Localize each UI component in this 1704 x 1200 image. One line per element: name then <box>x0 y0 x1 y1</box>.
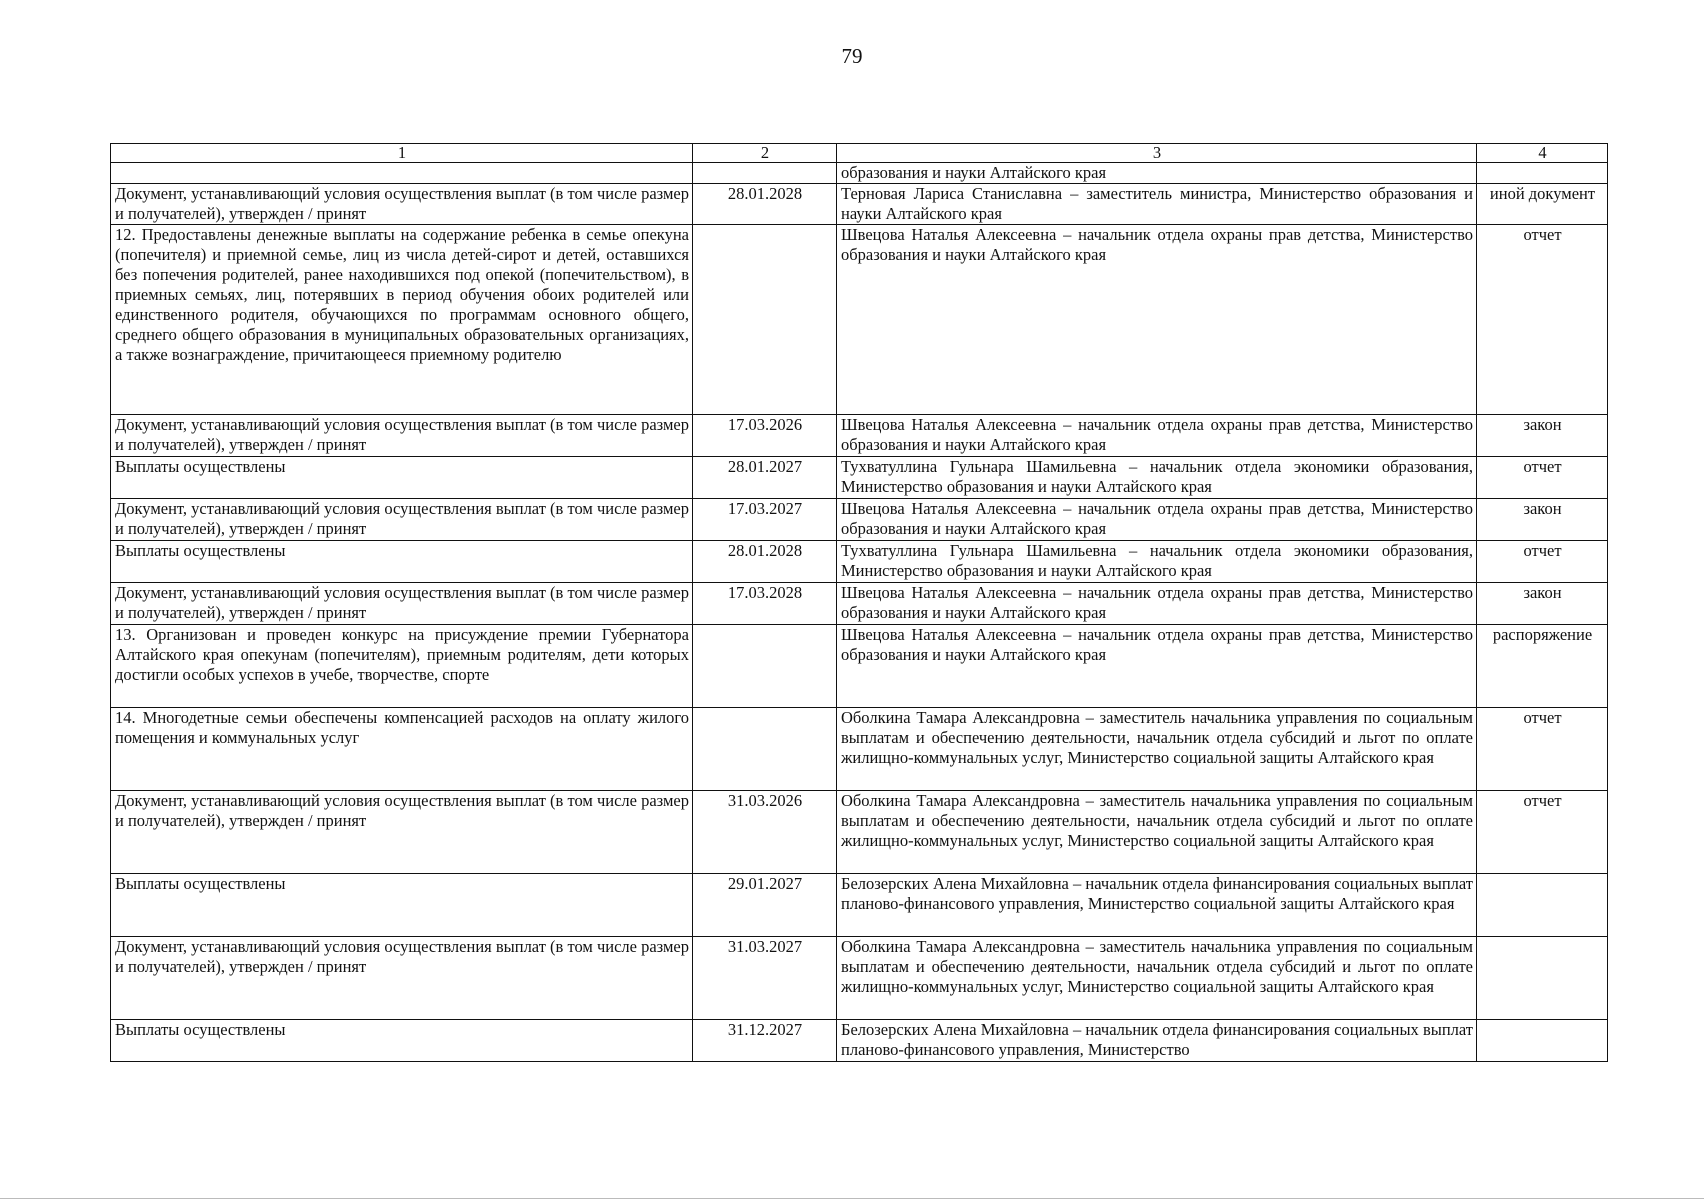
activity-cell: 12. Предоставлены денежные выплаты на содержание ребенка в семье опекуна (попечителя) и приемной семье, лиц из числа детей-сирот и детей, оставшихся без попечения родителей, ранее находившихся под опекой (попечительством), в приемных семьях, лиц, потерявших в период обучения обоих родителей или единственного родителя, обучающихся по программам основного общего, среднего общего образования в муниципальных образовательных организациях, а также вознаграждение, причитающееся приемному родителю <box>111 225 693 415</box>
table-row <box>111 457 1608 499</box>
date-cell: 17.03.2027 <box>693 499 837 541</box>
responsible-cell: Швецова Наталья Алексеевна – начальник отдела охраны прав детства, Министерство образования и науки Алтайского края <box>837 225 1477 415</box>
column-header-4: 4 <box>1477 144 1608 163</box>
page-bottom-edge <box>0 1198 1704 1199</box>
table-row <box>111 163 1608 184</box>
table-header-row <box>111 144 1608 163</box>
responsible-cell: Терновая Лариса Станиславна – заместитель министра, Министерство образования и науки Алтайского края <box>837 184 1477 225</box>
table-row <box>111 541 1608 583</box>
responsible-cell: Белозерских Алена Михайловна – начальник отдела финансирования социальных выплат планово-финансового управления, Министерство социальной защиты Алтайского края <box>837 874 1477 937</box>
activity-cell: Документ, устанавливающий условия осуществления выплат (в том числе размер и получателей), утвержден / принят <box>111 937 693 1020</box>
document-type-cell <box>1477 937 1608 1020</box>
table-row <box>111 937 1608 1020</box>
table-row <box>111 225 1608 415</box>
responsible-cell: Оболкина Тамара Александровна – заместитель начальника управления по социальным выплатам и обеспечению деятельности, начальник отдела субсидий и льгот по оплате жилищно-коммунальных услуг, Министерство социальной защиты Алтайского края <box>837 791 1477 874</box>
date-cell: 17.03.2026 <box>693 415 837 457</box>
date-cell: 28.01.2028 <box>693 184 837 225</box>
date-cell <box>693 225 837 415</box>
activity-cell: Документ, устанавливающий условия осуществления выплат (в том числе размер и получателей), утвержден / принят <box>111 791 693 874</box>
document-type-cell: закон <box>1477 499 1608 541</box>
date-cell <box>693 163 837 184</box>
activity-cell: Документ, устанавливающий условия осуществления выплат (в том числе размер и получателей), утвержден / принят <box>111 499 693 541</box>
date-cell: 28.01.2027 <box>693 457 837 499</box>
table-row <box>111 415 1608 457</box>
activity-cell: 14. Многодетные семьи обеспечены компенсацией расходов на оплату жилого помещения и коммунальных услуг <box>111 708 693 791</box>
document-type-cell: отчет <box>1477 225 1608 415</box>
plan-table <box>110 143 1608 1062</box>
activity-cell: Выплаты осуществлены <box>111 874 693 937</box>
date-cell: 29.01.2027 <box>693 874 837 937</box>
activity-cell: Документ, устанавливающий условия осуществления выплат (в том числе размер и получателей), утвержден / принят <box>111 583 693 625</box>
document-type-cell: закон <box>1477 415 1608 457</box>
table-row <box>111 625 1608 708</box>
activity-cell: Документ, устанавливающий условия осуществления выплат (в том числе размер и получателей), утвержден / принят <box>111 415 693 457</box>
responsible-cell: Оболкина Тамара Александровна – заместитель начальника управления по социальным выплатам и обеспечению деятельности, начальник отдела субсидий и льгот по оплате жилищно-коммунальных услуг, Министерство социальной защиты Алтайского края <box>837 708 1477 791</box>
table-row <box>111 583 1608 625</box>
table-row <box>111 708 1608 791</box>
table-row <box>111 1020 1608 1062</box>
document-type-cell: иной документ <box>1477 184 1608 225</box>
column-header-1: 1 <box>111 144 693 163</box>
date-cell: 17.03.2028 <box>693 583 837 625</box>
date-cell <box>693 708 837 791</box>
document-type-cell: распоряжение <box>1477 625 1608 708</box>
activity-cell: Выплаты осуществлены <box>111 1020 693 1062</box>
document-type-cell <box>1477 874 1608 937</box>
activity-cell: Выплаты осуществлены <box>111 457 693 499</box>
date-cell: 28.01.2028 <box>693 541 837 583</box>
responsible-cell: Белозерских Алена Михайловна – начальник отдела финансирования социальных выплат планово-финансового управления, Министерство <box>837 1020 1477 1062</box>
activity-cell <box>111 163 693 184</box>
responsible-cell: Швецова Наталья Алексеевна – начальник отдела охраны прав детства, Министерство образования и науки Алтайского края <box>837 499 1477 541</box>
document-type-cell <box>1477 163 1608 184</box>
date-cell: 31.03.2026 <box>693 791 837 874</box>
date-cell <box>693 625 837 708</box>
responsible-cell: Швецова Наталья Алексеевна – начальник отдела охраны прав детства, Министерство образования и науки Алтайского края <box>837 415 1477 457</box>
document-type-cell: отчет <box>1477 791 1608 874</box>
page-number: 79 <box>841 44 863 68</box>
date-cell: 31.12.2027 <box>693 1020 837 1062</box>
responsible-cell: Тухватуллина Гульнара Шамильевна – начальник отдела экономики образования, Министерство образования и науки Алтайского края <box>837 457 1477 499</box>
column-header-3: 3 <box>837 144 1477 163</box>
responsible-cell: образования и науки Алтайского края <box>837 163 1477 184</box>
document-type-cell: закон <box>1477 583 1608 625</box>
document-type-cell <box>1477 1020 1608 1062</box>
table-row <box>111 874 1608 937</box>
document-type-cell: отчет <box>1477 541 1608 583</box>
responsible-cell: Швецова Наталья Алексеевна – начальник отдела охраны прав детства, Министерство образования и науки Алтайского края <box>837 625 1477 708</box>
responsible-cell: Оболкина Тамара Александровна – заместитель начальника управления по социальным выплатам и обеспечению деятельности, начальник отдела субсидий и льгот по оплате жилищно-коммунальных услуг, Министерство социальной защиты Алтайского края <box>837 937 1477 1020</box>
activity-cell: Выплаты осуществлены <box>111 541 693 583</box>
activity-cell: Документ, устанавливающий условия осуществления выплат (в том числе размер и получателей), утвержден / принят <box>111 184 693 225</box>
activity-cell: 13. Организован и проведен конкурс на присуждение премии Губернатора Алтайского края опекунам (попечителям), приемным родителям, дети которых достигли особых успехов в учебе, творчестве, спорте <box>111 625 693 708</box>
table-row <box>111 184 1608 225</box>
table-row <box>111 499 1608 541</box>
document-type-cell: отчет <box>1477 708 1608 791</box>
column-header-2: 2 <box>693 144 837 163</box>
table-row <box>111 791 1608 874</box>
document-type-cell: отчет <box>1477 457 1608 499</box>
responsible-cell: Тухватуллина Гульнара Шамильевна – начальник отдела экономики образования, Министерство образования и науки Алтайского края <box>837 541 1477 583</box>
responsible-cell: Швецова Наталья Алексеевна – начальник отдела охраны прав детства, Министерство образования и науки Алтайского края <box>837 583 1477 625</box>
date-cell: 31.03.2027 <box>693 937 837 1020</box>
